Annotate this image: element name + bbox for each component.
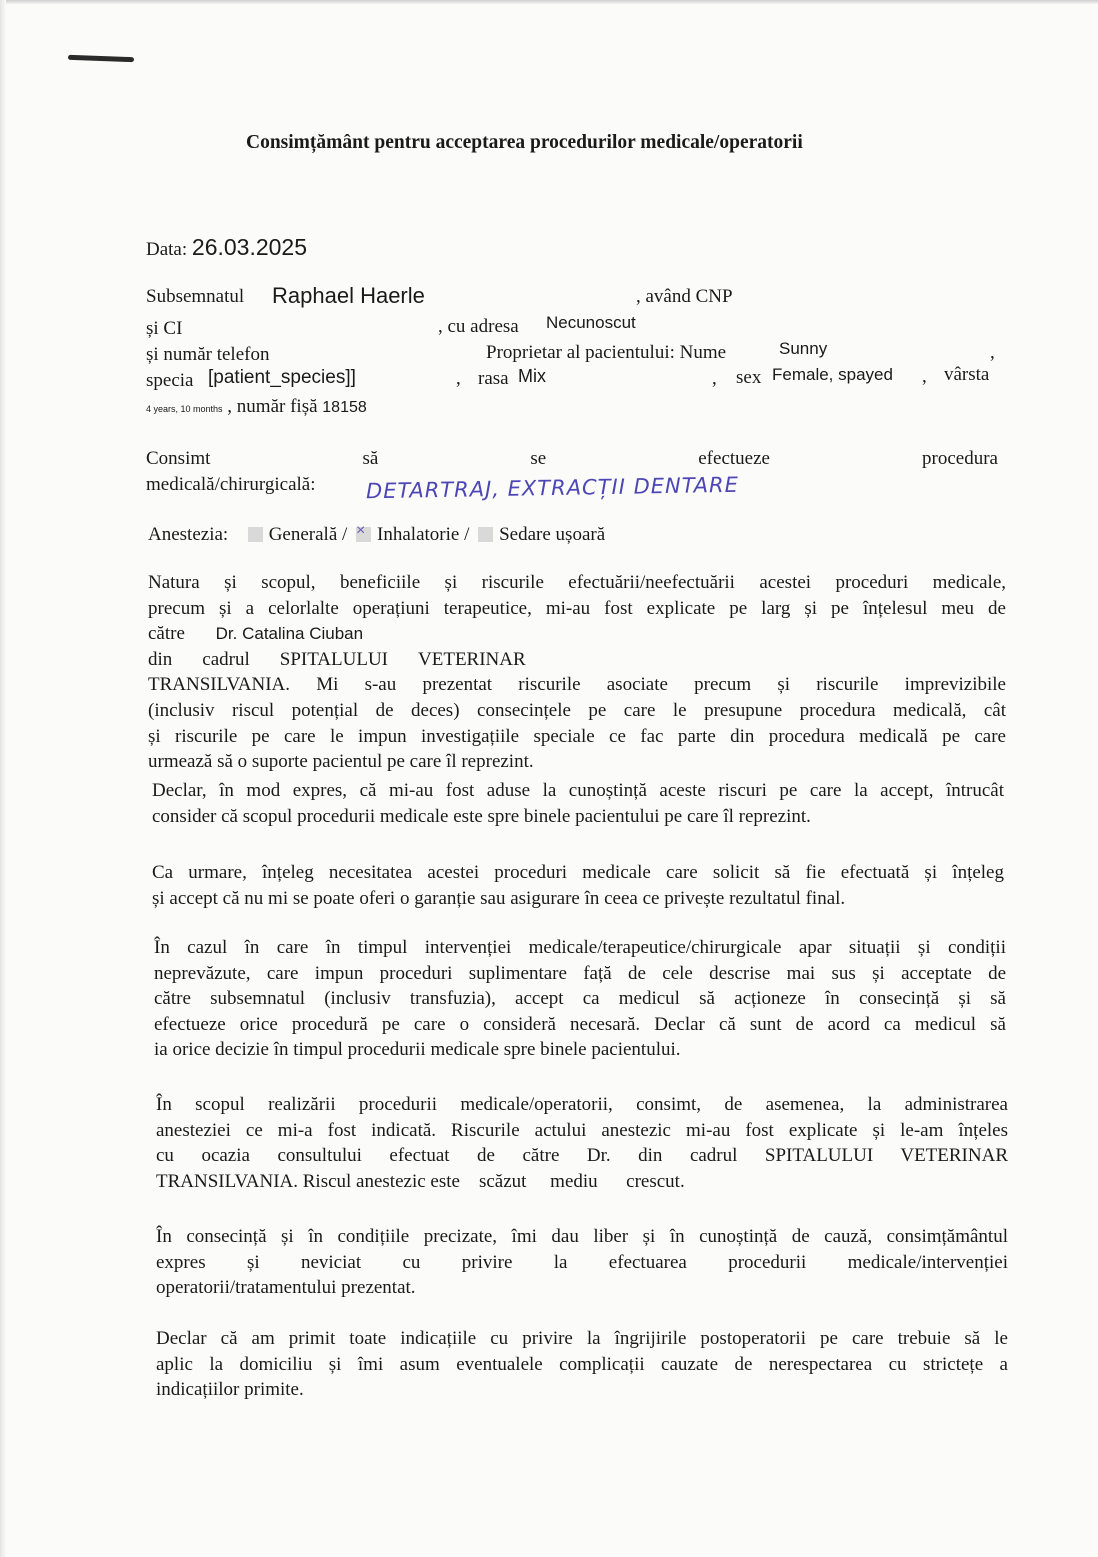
din-word: din <box>148 648 173 670</box>
p4-line: către subsemnatul (inclusiv transfuzia), accept ca medicul să acționeze în consecință și să <box>154 988 1006 1010</box>
document-title: Consimțământ pentru acceptarea procedurilor medicale/operatorii <box>246 132 803 153</box>
sex-label: sex <box>736 367 762 388</box>
option-sedare: Sedare ușoară <box>499 524 606 545</box>
veterinar-word: VETERINAR <box>418 648 526 670</box>
consent-word: Consimt <box>146 448 211 469</box>
p4-line: efectueze orice procedură pe care o consideră necesară. Declar că sunt de acord ca medicul să <box>154 1013 1006 1035</box>
consent-word: se <box>530 448 547 469</box>
cadrul-word: cadrul <box>202 648 250 670</box>
consent-word: efectueze <box>698 448 770 469</box>
option-generala: Generală / <box>268 524 348 545</box>
paragraph-2 <box>152 778 1004 829</box>
anesthesia-row <box>148 524 605 546</box>
p6-line: expres și neviciat cu privire la efectuarea procedurii medicale/intervenției <box>156 1251 1008 1273</box>
comma-3: , <box>922 366 927 387</box>
p1-line: Natura și scopul, beneficiile și riscurile efectuării/neefectuării acestei proceduri medicale, <box>148 572 1006 593</box>
p7-line: Declar că am primit toate indicațiile cu privire la îngrijirile postoperatorii pe care trebuie să le <box>156 1328 1008 1349</box>
comma-2: , <box>712 368 717 389</box>
owner-of-label: Proprietar al pacientului: Nume <box>486 342 727 363</box>
subsemnatul-label: Subsemnatul <box>146 286 245 307</box>
p4-line: neprevăzute, care impun proceduri suplimentare față de cele descrise mai sus și acceptate de <box>154 962 1006 984</box>
consent-word: procedura <box>922 448 998 469</box>
p1-line: precum și a celorlalte operațiuni terapeutice, mi-au fost explicate pe larg și pe înțelesul meu de <box>148 597 1006 619</box>
date-label: Data: <box>146 239 188 260</box>
scan-edge-top <box>0 0 1098 4</box>
age-label: vârsta <box>944 364 990 385</box>
phone-label: și număr telefon <box>146 344 270 365</box>
date-row <box>146 234 307 261</box>
species-label: specia <box>146 370 194 391</box>
p1-line-3 <box>148 621 1006 672</box>
paragraph-1 <box>148 570 1006 775</box>
p6-line: În consecință și în condițiile precizate, îmi dau liber și în cunoștință de cauză, consimțământul <box>156 1226 1008 1247</box>
checkbox-inhalatorie[interactable] <box>356 522 371 542</box>
age-file-row <box>146 396 367 418</box>
p7-line: aplic la domiciliu și îmi asum eventualele complicații cauzate de nerespectarea cu strictețe a <box>156 1353 1008 1375</box>
sex-value: Female, spayed <box>772 365 893 384</box>
p5-line: TRANSILVANIA. Riscul anestezic este scăzut mediu crescut. <box>156 1170 685 1192</box>
p4-line: ia orice decizie în timpul procedurii medicale spre binele pacientului. <box>154 1039 681 1061</box>
p3-line: și accept că nu mi se poate oferi o garanție sau asigurare în ceea ce privește rezultatul final. <box>152 887 846 909</box>
doctor-name: Dr. Catalina Ciuban <box>215 624 364 644</box>
comma-end: , <box>990 342 995 363</box>
p1-line: și riscurile pe care le impun investigațiile speciale ce fac parte din procedura medicală pe care <box>148 725 1006 747</box>
file-label: , număr fișă <box>227 396 318 417</box>
cnp-label: , având CNP <box>636 286 733 307</box>
p4-line: În cazul în care în timpul intervenției medicale/terapeutice/chirurgicale apar situații și condiții <box>154 937 1006 958</box>
procedure-label: medicală/chirurgicală: <box>146 474 316 495</box>
file-number: 18158 <box>322 399 367 416</box>
species-value: [patient_species]] <box>208 367 356 388</box>
handwritten-procedure: DETARTRAJ, EXTRACȚII DENTARE <box>365 472 740 504</box>
breed-label: rasa <box>478 368 509 389</box>
p5-line: cu ocazia consultului efectuat de către Dr. din cadrul SPITALULUI VETERINAR <box>156 1145 1008 1167</box>
p1-line: TRANSILVANIA. Mi s-au prezentat riscurile asociate precum și riscurile imprevizibile <box>148 674 1006 696</box>
paragraph-6 <box>156 1224 1008 1301</box>
check-mark-icon: × <box>356 522 366 539</box>
address-value: Necunoscut <box>546 313 636 332</box>
spitalului-word: SPITALULUI <box>279 648 389 670</box>
age-value: 4 years, 10 months <box>146 404 223 414</box>
catre-word: către <box>148 623 185 645</box>
consent-word: să <box>362 448 379 469</box>
consent-line <box>146 448 998 470</box>
scan-edge-left <box>0 0 6 1557</box>
p3-line: Ca urmare, înțeleg necesitatea acestei proceduri medicale care solicit să fie efectuată și înțeleg <box>152 862 1004 883</box>
address-label: , cu adresa <box>438 316 519 337</box>
checkbox-generala[interactable] <box>248 527 263 542</box>
p6-line: operatorii/tratamentului prezentat. <box>156 1277 416 1299</box>
pen-mark <box>68 55 134 62</box>
breed-value: Mix <box>518 366 546 386</box>
paragraph-7 <box>156 1326 1008 1403</box>
patient-name: Sunny <box>779 339 828 358</box>
p5-line: În scopul realizării procedurii medicale/operatorii, consimt, de asemenea, la administrarea <box>156 1094 1008 1115</box>
paragraph-4 <box>154 935 1006 1063</box>
owner-name: Raphael Haerle <box>272 283 425 308</box>
date-value: 26.03.2025 <box>191 234 308 260</box>
p7-line: indicațiilor primite. <box>156 1379 304 1401</box>
paragraph-3 <box>152 860 1004 911</box>
comma-1: , <box>456 368 461 389</box>
p1-line: (inclusiv riscul potențial de deces) consecințele pe care le presupune procedura medicală, cât <box>148 699 1006 721</box>
checkbox-sedare[interactable] <box>478 527 493 542</box>
p2-line: consider că scopul procedurii medicale este spre binele pacientului pe care îl reprezint. <box>152 805 811 827</box>
anesthesia-label: Anestezia: <box>148 524 229 545</box>
ci-label: și CI <box>146 318 183 339</box>
p1-line: urmează să o suporte pacientul pe care îl reprezint. <box>148 751 534 773</box>
paragraph-5 <box>156 1092 1008 1194</box>
p5-line: anesteziei ce mi-a fost indicată. Riscurile actului anestezic mi-au fost explicate și le-am înțeles <box>156 1119 1008 1141</box>
p2-line: Declar, în mod expres, că mi-au fost aduse la cunoștință aceste riscuri pe care la accept, întrucât <box>152 780 1004 801</box>
option-inhalatorie: Inhalatorie / <box>377 524 470 545</box>
